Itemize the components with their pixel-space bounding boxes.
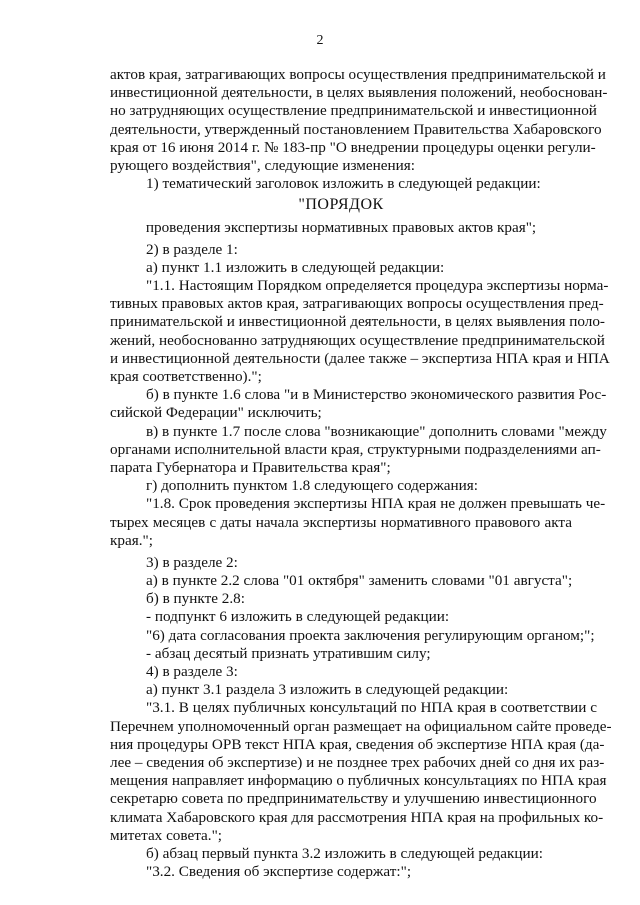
text-line: 1) тематический заголовок изложить в следующей редакции: — [146, 175, 541, 193]
text-line: "1.8. Срок проведения экспертизы НПА края не должен превышать че- — [146, 495, 606, 513]
text-line: 4) в разделе 3: — [146, 663, 238, 680]
text-line: тырех месяцев с даты начала экспертизы нормативного правового акта — [110, 513, 572, 531]
text-line: и инвестиционной деятельности (далее также – экспертиза НПА края и НПА — [110, 349, 610, 367]
text-line: "6) дата согласования проекта заключения регулирующим органом;"; — [146, 626, 595, 644]
text-line: 3) в разделе 2: — [146, 553, 238, 571]
text-line: актов края, затрагивающих вопросы осуществления предпринимательской и — [110, 66, 606, 83]
text-line: деятельности, утвержденный постановлением Правительства Хабаровского — [110, 120, 602, 138]
text-line: 2) в разделе 1: — [146, 240, 238, 258]
text-line: ния процедуры ОРВ текст НПА края, сведения об экспертизе НПА края (да- — [110, 735, 605, 753]
page-number: 2 — [316, 33, 324, 48]
text-line: б) в пункте 1.6 слова "и в Министерство экономического развития Рос- — [146, 386, 607, 404]
text-line: принимательской и инвестиционной деятельности, в целях выявления поло- — [110, 313, 605, 331]
text-line: г) дополнить пунктом 1.8 следующего содержания: — [146, 477, 478, 495]
text-line: жений, необоснованно затрудняющих осуществление предпринимательской — [110, 331, 605, 349]
text-line: органами исполнительной власти края, структурными подразделениями ап- — [110, 440, 601, 458]
text-line: сийской Федерации" исключить; — [110, 404, 322, 422]
text-line: а) пункт 3.1 раздела 3 изложить в следующей редакции: — [146, 681, 509, 699]
text-line: б) в пункте 2.8: — [146, 590, 245, 608]
text-line: "3.1. В целях публичных консультаций по НПА края в соответствии с — [146, 699, 597, 717]
text-line: климата Хабаровского края для рассмотрения НПА края на профильных ко- — [110, 808, 604, 826]
text-line: Перечнем уполномоченный орган размещает на официальном сайте проведе- — [110, 717, 612, 735]
text-line: а) в пункте 2.2 слова "01 октября" заменить словами "01 августа"; — [146, 572, 573, 590]
text-line: "3.2. Сведения об экспертизе содержат:"; — [146, 863, 412, 881]
text-line: - подпункт 6 изложить в следующей редакции: — [146, 608, 450, 626]
text-line: секретарю совета по предпринимательству и улучшению инвестиционного — [110, 790, 597, 808]
text-line: "1.1. Настоящим Порядком определяется процедура экспертизы норма- — [146, 277, 609, 295]
text-line: - абзац десятый признать утратившим силу; — [146, 644, 431, 662]
text-line: а) пункт 1.1 изложить в следующей редакции: — [146, 258, 445, 276]
text-line: парата Губернатора и Правительства края"; — [110, 458, 391, 476]
text-line: рующего воздействия", следующие изменения: — [110, 156, 415, 174]
text-line: края от 16 июня 2014 г. № 183-пр "О внедрении процедуры оценки регули- — [110, 138, 596, 156]
text-line: мещения направляет информацию о публичных консультациях по НПА края — [110, 772, 607, 790]
text-line: б) абзац первый пункта 3.2 изложить в следующей редакции: — [146, 844, 543, 862]
text-line: инвестиционной деятельности, в целях выявления положений, необоснован- — [110, 84, 608, 102]
text-line: тивных правовых актов края, затрагивающих вопросы осуществления пред- — [110, 295, 604, 313]
text-line: лее – сведения об экспертизе) и не позднее трех рабочих дней со дня их раз- — [110, 753, 605, 771]
text-line: края."; — [110, 531, 153, 549]
text-line: в) в пункте 1.7 после слова "возникающие" дополнить словами "между — [146, 422, 607, 440]
section-subheading: проведения экспертизы нормативных правовых актов края"; — [145, 218, 537, 236]
text-line: митетах совета."; — [110, 826, 223, 844]
document-body — [110, 66, 612, 881]
section-heading: "ПОРЯДОК — [298, 196, 384, 214]
text-line: но затрудняющих осуществление предпринимательской и инвестиционной — [110, 102, 597, 120]
text-line: края соответственно)."; — [110, 368, 262, 385]
